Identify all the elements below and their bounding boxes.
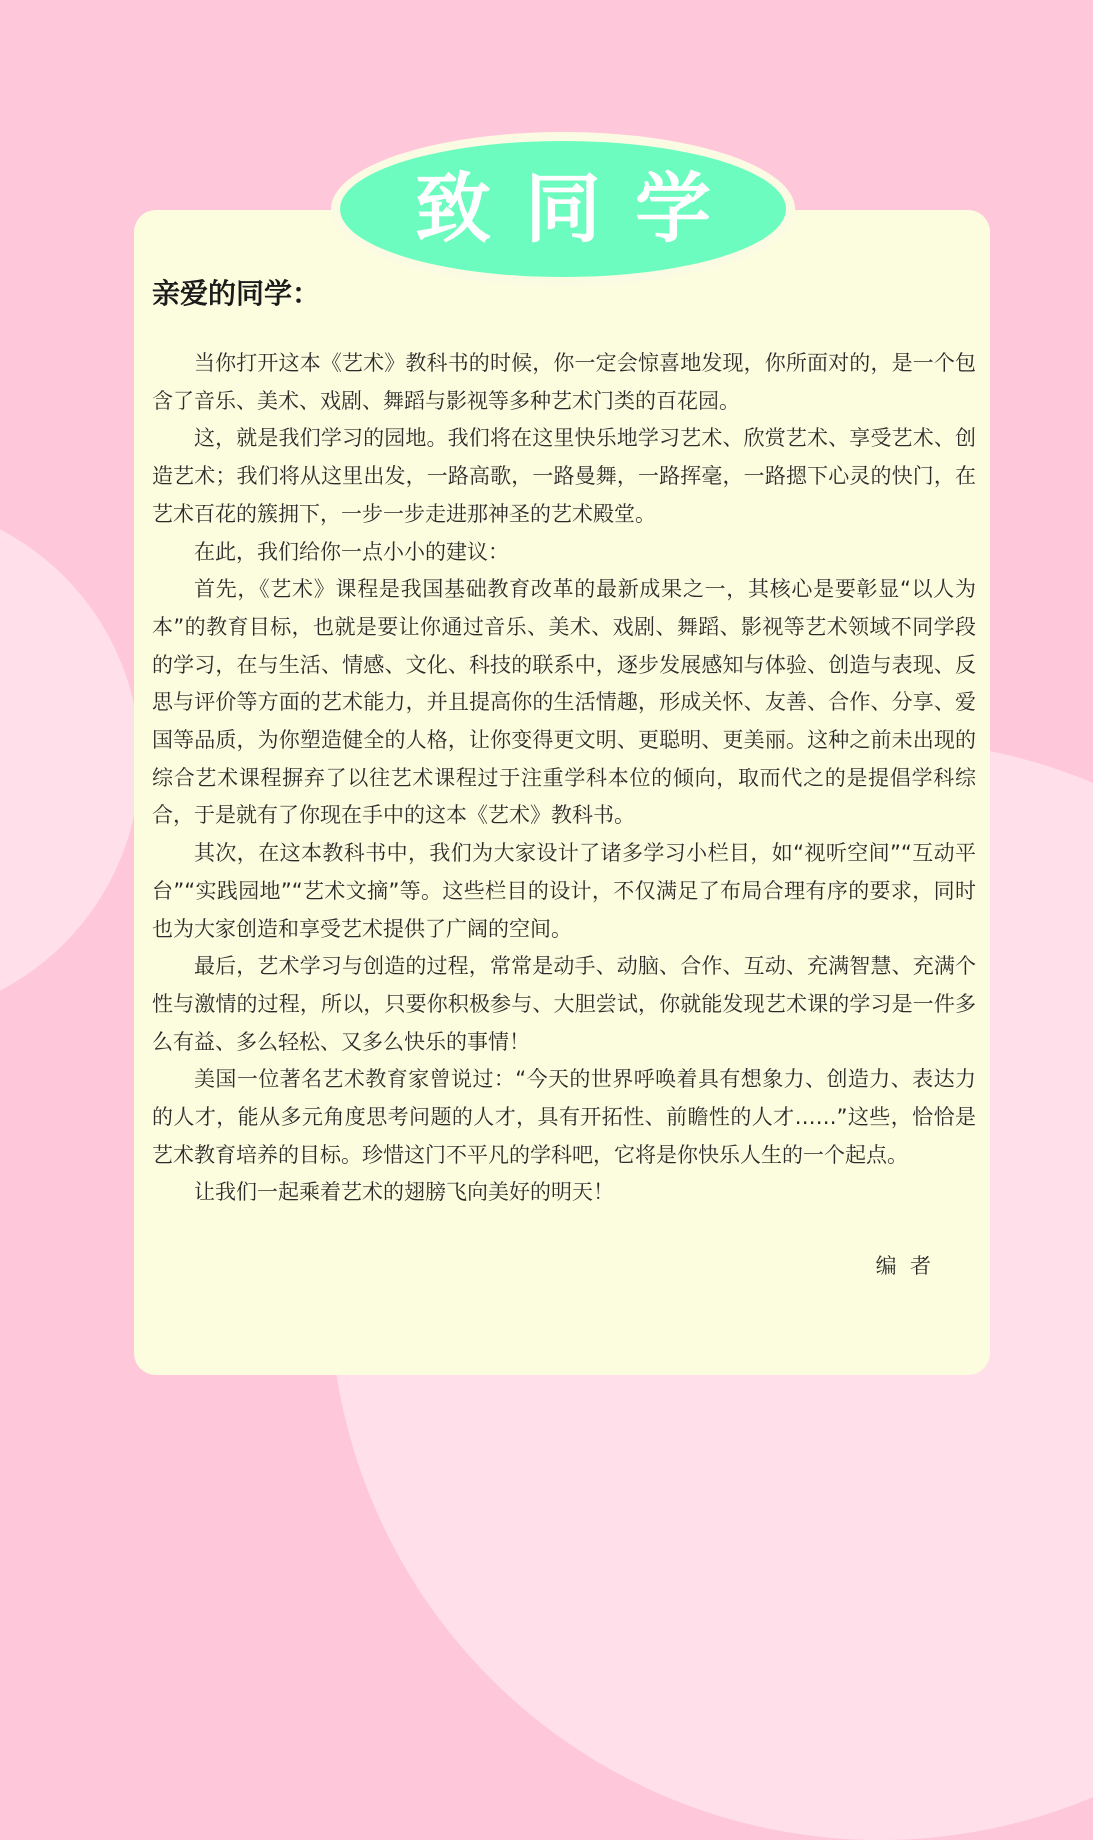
paragraph: 最后，艺术学习与创造的过程，常常是动手、动脑、合作、互动、充满智慧、充满个性与激情的过程，所以，只要你积极参与、大胆尝试，你就能发现艺术课的学习是一件多么有益、多么轻松、又多么快乐的事情！ <box>152 954 976 1054</box>
paragraph: 当你打开这本《艺术》教科书的时候，你一定会惊喜地发现，你所面对的，是一个包含了音乐、美术、戏剧、舞蹈与影视等多种艺术门类的百花园。 <box>152 351 976 413</box>
letter-body <box>152 345 976 1212</box>
greeting: 亲爱的同学： <box>152 277 321 310</box>
paragraph: 这，就是我们学习的园地。我们将在这里快乐地学习艺术、欣赏艺术、享受艺术、创造艺术；我们将从这里出发，一路高歌，一路曼舞，一路挥毫，一路摁下心灵的快门，在艺术百花的簇拥下，一步一步走进那神圣的艺术殿堂。 <box>152 426 976 526</box>
paragraph: 在此，我们给你一点小小的建议： <box>194 539 509 564</box>
paragraph: 其次，在这本教科书中，我们为大家设计了诸多学习小栏目，如“视听空间”“互动平台”“实践园地”“艺术文摘”等。这些栏目的设计，不仅满足了布局合理有序的要求，同时也为大家创造和享受艺术提供了广阔的空间。 <box>152 841 976 941</box>
title-badge-oval <box>340 141 786 277</box>
paragraph: 让我们一起乘着艺术的翅膀飞向美好的明天！ <box>194 1180 614 1205</box>
paragraph: 美国一位著名艺术教育家曾说过：“今天的世界呼唤着具有想象力、创造力、表达力的人才，能从多元角度思考问题的人才，具有开拓性、前瞻性的人才……”这些，恰恰是艺术教育培养的目标。珍惜这门不平凡的学科吧，它将是你快乐人生的一个起点。 <box>152 1067 976 1167</box>
paragraph: 首先，《艺术》课程是我国基础教育改革的最新成果之一，其核心是要彰显“以人为本”的教育目标，也就是要让你通过音乐、美术、戏剧、舞蹈、影视等艺术领域不同学段的学习，在与生活、情感、文化、科技的联系中，逐步发展感知与体验、创造与表现、反思与评价等方面的艺术能力，并且提高你的生活情趣，形成关怀、友善、合作、分享、爱国等品质，为你塑造健全的人格，让你变得更文明、更聪明、更美丽。这种之前未出现的综合艺术课程摒弃了以往艺术课程过于注重学科本位的倾向，取而代之的是提倡学科综合，于是就有了你现在手中的这本《艺术》教科书。 <box>152 577 976 828</box>
signature: 编 者 <box>875 1254 931 1278</box>
page-title: 致同学 <box>415 164 745 253</box>
background-circle-left <box>0 500 140 1020</box>
title-badge <box>331 132 795 286</box>
